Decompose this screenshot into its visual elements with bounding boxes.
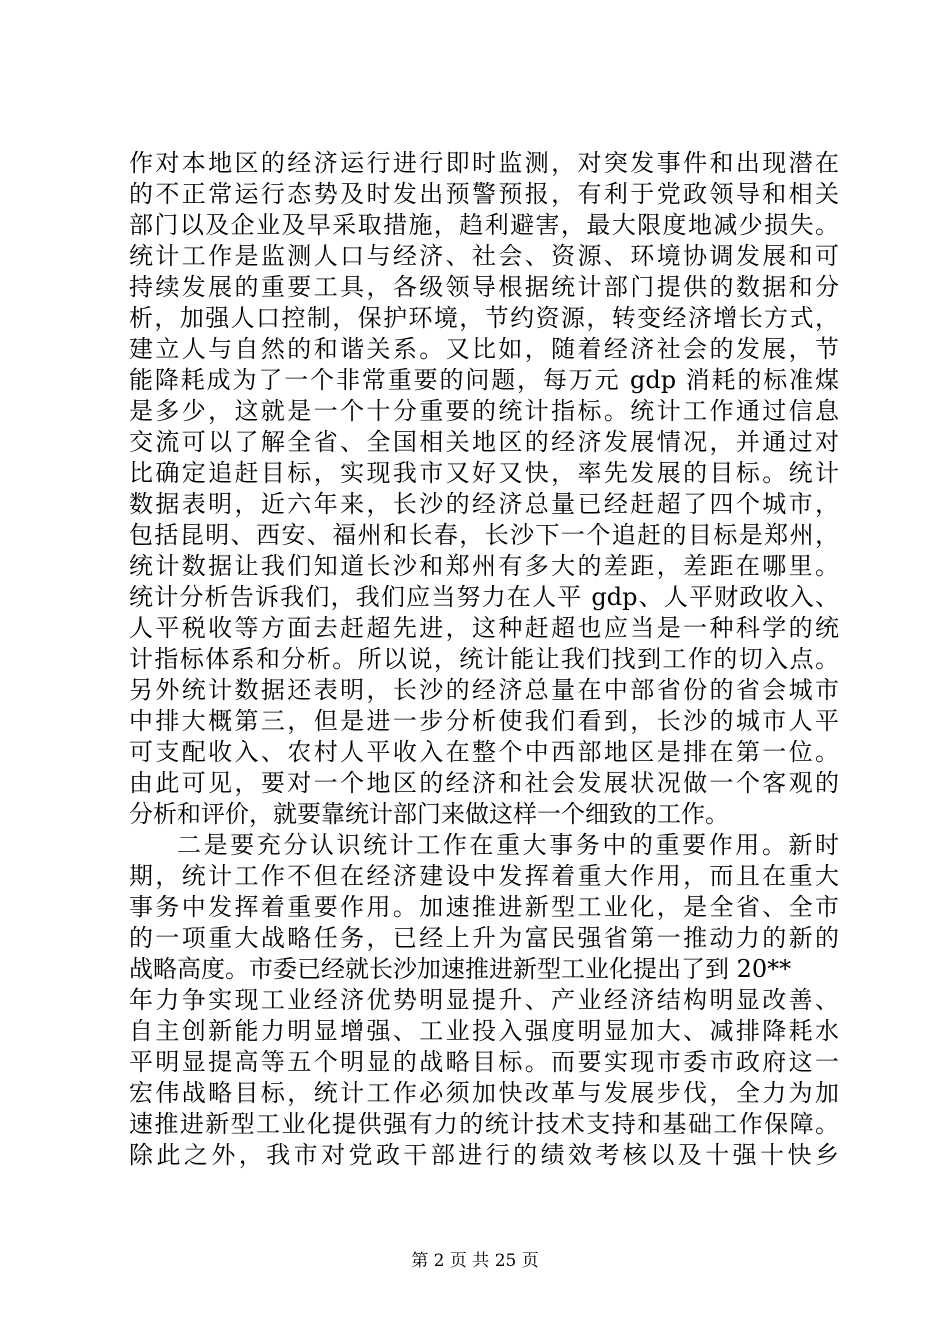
text-line: 建立人与自然的和谐关系。又比如，随着经济社会的发展，节 bbox=[129, 335, 839, 363]
text-line: 分析和评价，就要靠统计部门来做这样一个细致的工作。 bbox=[129, 800, 729, 828]
text-line: 人平税收等方面去赶超先进，这种赶超也应当是一种科学的统 bbox=[129, 614, 839, 642]
text-line: 的不正常运行态势及时发出预警预报，有利于党政领导和相关 bbox=[129, 180, 839, 208]
text-line: 析，加强人口控制，保护环境，节约资源，转变经济增长方式， bbox=[129, 304, 839, 332]
text-line: 统计分析告诉我们，我们应当努力在人平 gdp、人平财政收入、 bbox=[129, 583, 839, 611]
text-line: 作对本地区的经济运行进行即时监测，对突发事件和出现潜在 bbox=[129, 149, 839, 177]
text-line: 统计数据让我们知道长沙和郑州有多大的差距，差距在哪里。 bbox=[129, 552, 839, 580]
text-line: 计指标体系和分析。所以说，统计能让我们找到工作的切入点。 bbox=[129, 645, 839, 673]
page-footer: 第 2 页 共 25 页 bbox=[411, 1251, 539, 1271]
text-line: 年力争实现工业经济优势明显提升、产业经济结构明显改善、 bbox=[129, 986, 839, 1014]
text-line: 另外统计数据还表明，长沙的经济总量在中部省份的省会城市 bbox=[129, 676, 839, 704]
text-line: 包括昆明、西安、福州和长春，长沙下一个追赶的目标是郑州， bbox=[129, 521, 839, 549]
text-line: 中排大概第三，但是进一步分析使我们看到，长沙的城市人平 bbox=[129, 707, 839, 735]
text-line: 速推进新型工业化提供强有力的统计技术支持和基础工作保障。 bbox=[129, 1110, 839, 1138]
text-line: 事务中发挥着重要作用。加速推进新型工业化，是全省、全市 bbox=[129, 893, 839, 921]
text-line: 数据表明，近六年来，长沙的经济总量已经赶超了四个城市， bbox=[129, 490, 839, 518]
text-line: 可支配收入、农村人平收入在整个中西部地区是排在第一位。 bbox=[129, 738, 839, 766]
text-line: 持续发展的重要工具，各级领导根据统计部门提供的数据和分 bbox=[129, 273, 839, 301]
text-line: 是多少，这就是一个十分重要的统计指标。统计工作通过信息 bbox=[129, 397, 839, 425]
text-line: 部门以及企业及早采取措施，趋利避害，最大限度地减少损失。 bbox=[129, 211, 839, 239]
text-line: 交流可以了解全省、全国相关地区的经济发展情况，并通过对 bbox=[129, 428, 839, 456]
text-line: 二是要充分认识统计工作在重大事务中的重要作用。新时 bbox=[177, 831, 839, 859]
text-line: 自主创新能力明显增强、工业投入强度明显加大、减排降耗水 bbox=[129, 1017, 839, 1045]
text-line: 由此可见，要对一个地区的经济和社会发展状况做一个客观的 bbox=[129, 769, 839, 797]
text-line: 能降耗成为了一个非常重要的问题，每万元 gdp 消耗的标准煤 bbox=[129, 366, 839, 394]
text-line: 的一项重大战略任务，已经上升为富民强省第一推动力的新的 bbox=[129, 924, 839, 952]
text-line: 除此之外，我市对党政干部进行的绩效考核以及十强十快乡 bbox=[129, 1141, 839, 1169]
text-line: 统计工作是监测人口与经济、社会、资源、环境协调发展和可 bbox=[129, 242, 839, 270]
body-text bbox=[129, 148, 839, 1171]
text-line: 宏伟战略目标，统计工作必须加快改革与发展步伐，全力为加 bbox=[129, 1079, 839, 1107]
text-line: 平明显提高等五个明显的战略目标。而要实现市委市政府这一 bbox=[129, 1048, 839, 1076]
text-line: 比确定追赶目标，实现我市又好又快，率先发展的目标。统计 bbox=[129, 459, 839, 487]
text-line: 期，统计工作不但在经济建设中发挥着重大作用，而且在重大 bbox=[129, 862, 839, 890]
text-line: 战略高度。市委已经就长沙加速推进新型工业化提出了到 20** bbox=[129, 955, 792, 983]
